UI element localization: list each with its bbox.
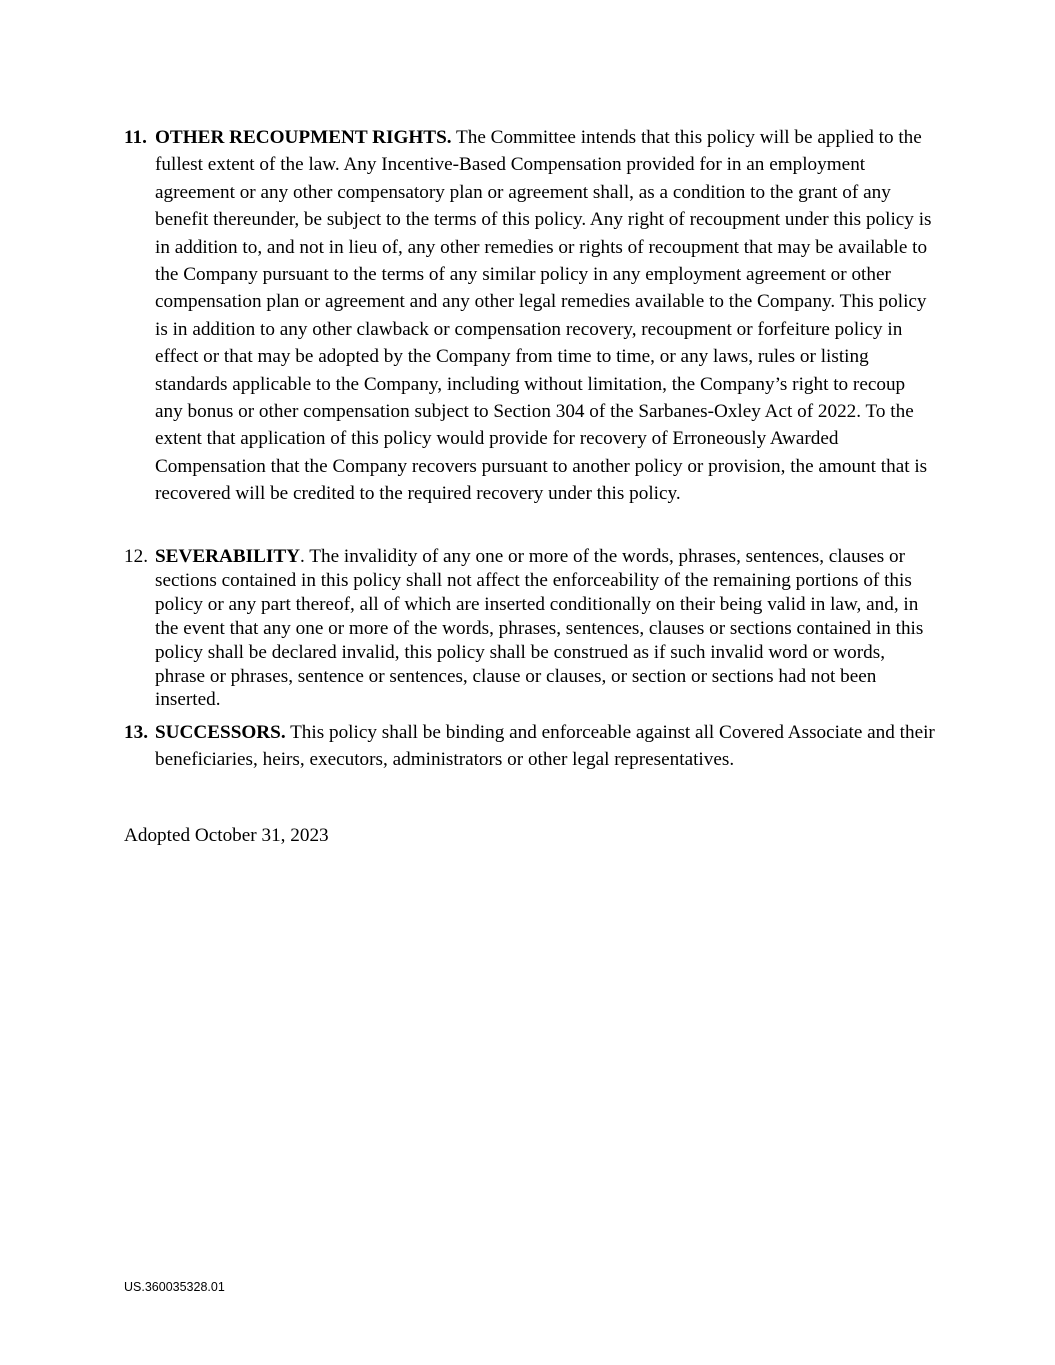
section-number: 11. — [124, 127, 147, 148]
section-body — [155, 719, 936, 774]
section-heading: SUCCESSORS. — [155, 722, 286, 743]
section-number: 13. — [124, 722, 148, 743]
section-heading: SEVERABILITY — [155, 546, 301, 567]
section-11 — [124, 124, 936, 508]
section-body — [155, 124, 936, 508]
section-13 — [124, 719, 936, 774]
section-text: This policy shall be binding and enforceable against all Covered Associate and their beneficiaries, heirs, executors, administrators or other legal representatives. — [155, 722, 935, 771]
section-heading: OTHER RECOUPMENT RIGHTS. — [155, 127, 452, 148]
section-body — [155, 545, 936, 712]
adoption-date: Adopted October 31, 2023 — [124, 825, 329, 846]
section-text: The Committee intends that this policy will be applied to the fullest extent of the law. Any Incentive-Based Compensation provided for in an employment agreement or any other compensatory plan or agreement shall, as a condition to the grant of any benefit thereunder, be subject to the terms of this policy. Any right of recoupment under this policy is in addition to, and not in lieu of, any other remedies or rights of recoupment that may be available to the Company pursuant to the terms of any similar policy in any employment agreement or other compensation plan or agreement and any other legal remedies available to the Company. This policy is in addition to any other clawback or compensation recovery, recoupment or forfeiture policy in effect or that may be adopted by the Company from time to time, or any laws, rules or listing standards applicable to the Company, including without limitation, the Company’s right to recoup any bonus or other compensation subject to Section 304 of the Sarbanes-Oxley Act of 2022. To the extent that application of this policy would provide for recovery of Erroneously Awarded Compensation that the Company recovers pursuant to another policy or provision, the amount that is recovered will be credited to the required recovery under this policy. — [155, 127, 932, 505]
section-number: 12. — [124, 546, 148, 567]
document-id-footer: US.360035328.01 — [124, 1280, 225, 1294]
section-text: . The invalidity of any one or more of the words, phrases, sentences, clauses or sections contained in this policy shall not affect the enforceability of the remaining portions of this policy or any part thereof, all of which are inserted conditionally on their being valid in law, and, in the event that any one or more of the words, phrases, sentences, clauses or sections contained in this policy shall be declared invalid, this policy shall be construed as if such invalid word or words, phrase or phrases, sentence or sentences, clause or clauses, or section or sections had not been inserted. — [155, 546, 924, 711]
section-12 — [124, 545, 936, 712]
